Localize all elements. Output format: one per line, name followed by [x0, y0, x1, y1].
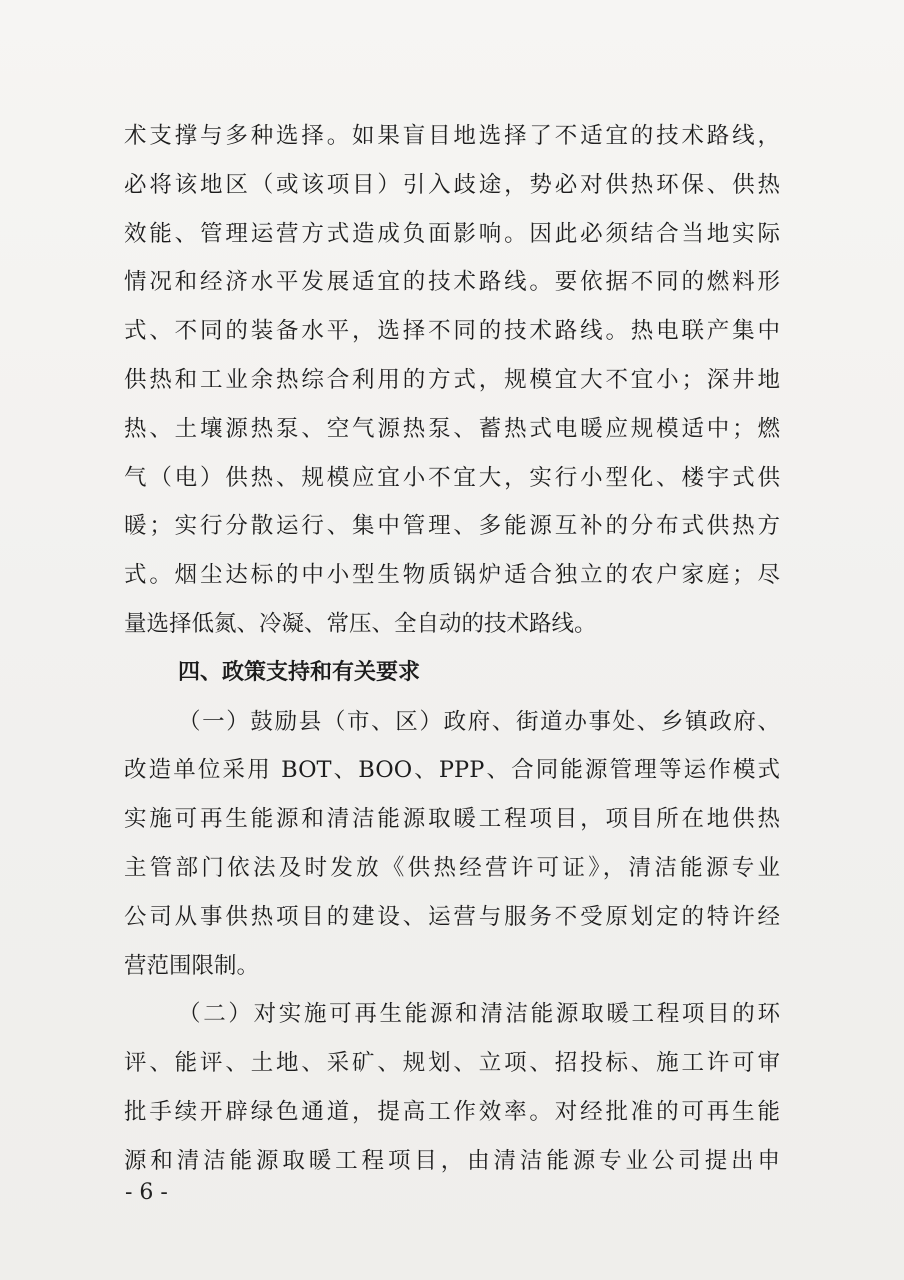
text-line: 热、土壤源热泵、空气源热泵、蓄热式电暖应规模适中；燃 — [124, 415, 780, 442]
text-line: （一）鼓励县（市、区）政府、街道办事处、乡镇政府、 — [178, 708, 780, 735]
text-line: 情况和经济水平发展适宜的技术路线。要依据不同的燃料形 — [124, 269, 780, 296]
text-line: 量选择低氮、冷凝、常压、全自动的技术路线。 — [124, 610, 597, 637]
section-heading: 四、政策支持和有关要求 — [178, 659, 421, 685]
text-line: 气（电）供热、规模应宜小不宜大，实行小型化、楼宇式供 — [124, 464, 780, 491]
text-line: 源和清洁能源取暖工程项目，由清洁能源专业公司提出申 — [124, 1147, 780, 1174]
text-line: 必将该地区（或该项目）引入歧途，势必对供热环保、供热 — [124, 171, 780, 198]
text-line: 供热和工业余热综合利用的方式，规模宜大不宜小；深井地 — [124, 366, 780, 393]
paragraph-intro — [124, 112, 780, 649]
text-line: 改造单位采用 BOT、BOO、PPP、合同能源管理等运作模式 — [124, 757, 780, 784]
document-body — [124, 112, 780, 1186]
page-number: - 6 - — [125, 1180, 168, 1205]
text-line: （二）对实施可再生能源和清洁能源取暖工程项目的环 — [178, 1001, 780, 1028]
text-line: 营范围限制。 — [124, 952, 260, 979]
text-line: 主管部门依法及时发放《供热经营许可证》，清洁能源专业 — [124, 854, 780, 881]
text-line: 批手续开辟绿色通道，提高工作效率。对经批准的可再生能 — [124, 1098, 780, 1125]
text-line: 评、能评、土地、采矿、规划、立项、招投标、施工许可审 — [124, 1050, 780, 1077]
text-line: 术支撑与多种选择。如果盲目地选择了不适宜的技术路线， — [124, 123, 780, 149]
paragraph-policy-1 — [124, 698, 780, 991]
text-line: 效能、管理运营方式造成负面影响。因此必须结合当地实际 — [124, 220, 780, 247]
text-line: 式、不同的装备水平，选择不同的技术路线。热电联产集中 — [124, 318, 780, 345]
text-line: 式。烟尘达标的中小型生物质锅炉适合独立的农户家庭；尽 — [124, 562, 780, 589]
paragraph-policy-2 — [124, 990, 780, 1185]
text-line: 实施可再生能源和清洁能源取暖工程项目，项目所在地供热 — [124, 806, 780, 833]
text-line: 暖；实行分散运行、集中管理、多能源互补的分布式供热方 — [124, 513, 780, 540]
text-line: 公司从事供热项目的建设、运营与服务不受原划定的特许经 — [124, 903, 780, 930]
